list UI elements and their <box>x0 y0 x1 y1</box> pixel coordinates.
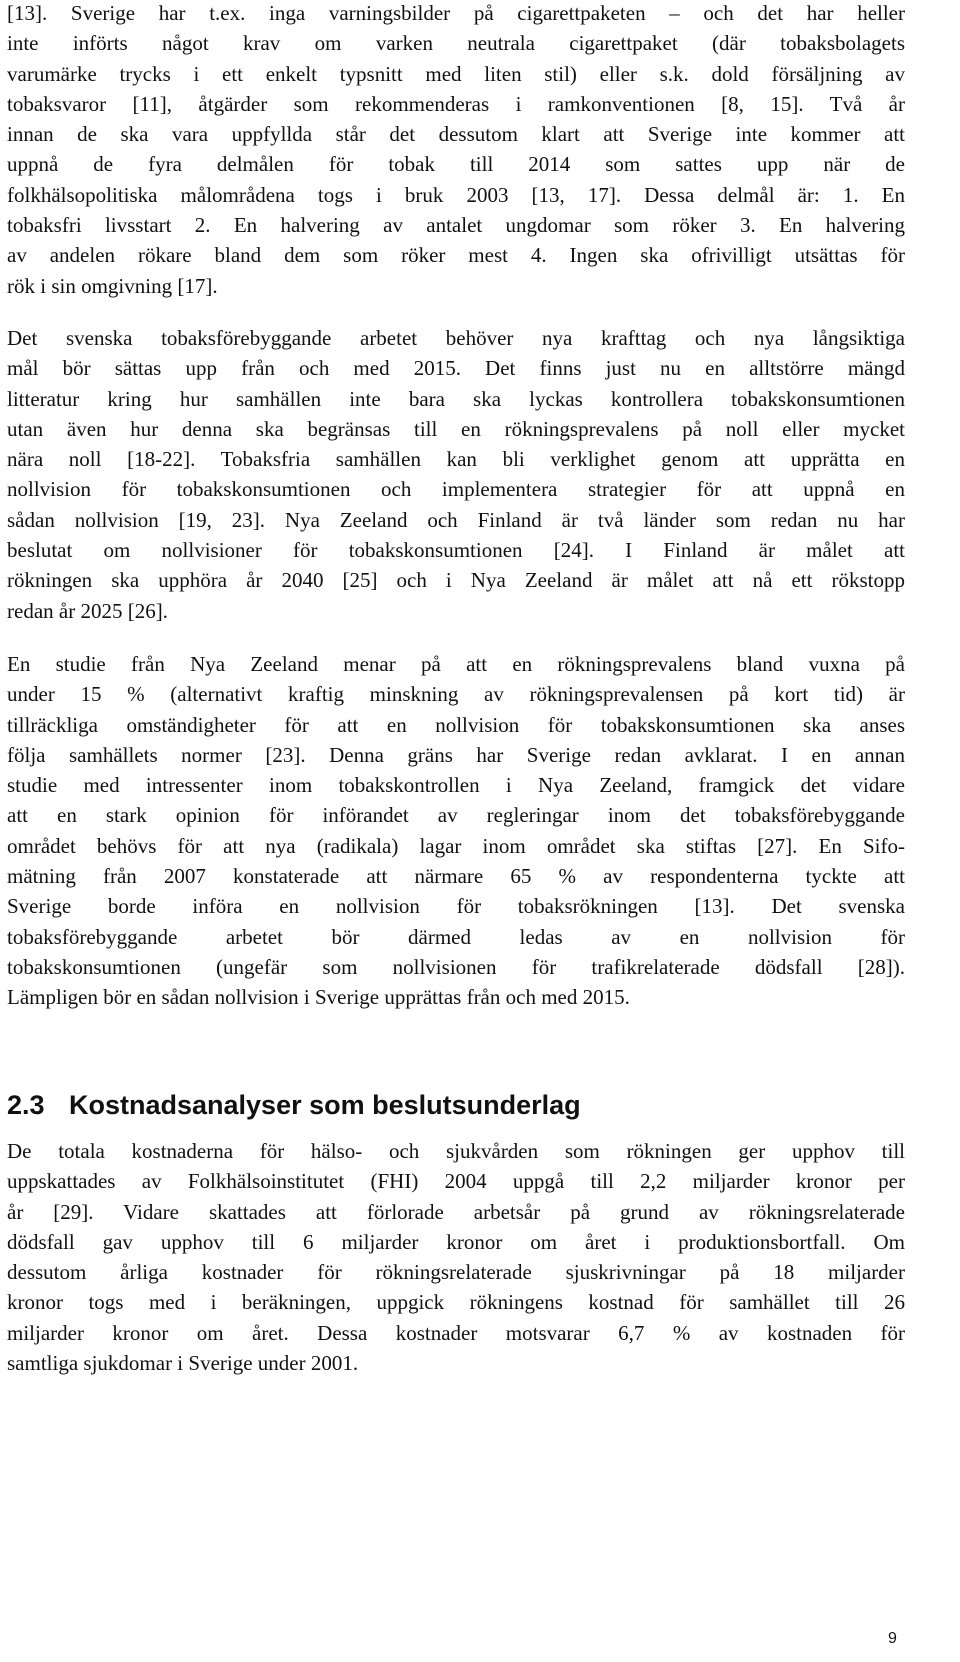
paragraph-line: Lämpligen bör en sådan nollvision i Sverige upprättas från och med 2015. <box>7 985 630 1010</box>
paragraph-line: att en stark opinion för införandet av regleringar inom det tobaksförebyggande <box>7 803 905 828</box>
paragraph-line: innan de ska vara uppfyllda står det dessutom klart att Sverige inte kommer att <box>7 122 905 147</box>
paragraph-line: uppnå de fyra delmålen för tobak till 2014 som sattes upp när de <box>7 152 905 177</box>
paragraph-line: år [29]. Vidare skattades att förlorade arbetsår på grund av rökningsrelaterade <box>7 1199 905 1224</box>
paragraph-line: rökningen ska upphöra år 2040 [25] och i Nya Zeeland är målet att nå ett rökstopp <box>7 568 905 593</box>
section-heading <box>7 1088 581 1122</box>
paragraph-line: nollvision för tobakskonsumtionen och implementera strategier för att uppnå en <box>7 477 905 502</box>
paragraph-line: tobaksförebyggande arbetet bör därmed ledas av en nollvision för <box>7 924 905 949</box>
paragraph-line: [13]. Sverige har t.ex. inga varningsbilder på cigarettpaketen – och det har heller <box>7 1 905 25</box>
paragraph-1 <box>7 0 905 301</box>
paragraph-2 <box>7 323 905 626</box>
paragraph-line: beslutat om nollvisioner för tobakskonsumtionen [24]. I Finland är målet att <box>7 538 905 563</box>
paragraph-line: samtliga sjukdomar i Sverige under 2001. <box>7 1351 359 1376</box>
paragraph-line: studie med intressenter inom tobakskontrollen i Nya Zeeland, framgick det vidare <box>7 773 905 798</box>
paragraph-line: dödsfall gav upphov till 6 miljarder kronor om året i produktionsbortfall. Om <box>7 1229 905 1254</box>
paragraph-line: En studie från Nya Zeeland menar på att en rökningsprevalens bland vuxna på <box>7 652 905 676</box>
paragraph-line: tobaksvaror [11], åtgärder som rekommenderas i ramkonventionen [8, 15]. Två år <box>7 91 905 116</box>
paragraph-line: dessutom årliga kostnader för rökningsrelaterade sjuskrivningar på 18 miljarder <box>7 1260 905 1285</box>
section-number: 2.3 <box>7 1090 45 1120</box>
paragraph-line: folkhälsopolitiska målområdena togs i bruk 2003 [13, 17]. Dessa delmål är: 1. En <box>7 182 905 207</box>
paragraph-3 <box>7 649 905 1013</box>
paragraph-line: mätning från 2007 konstaterade att närmare 65 % av respondenterna tyckte att <box>7 864 905 889</box>
paragraph-line: litteratur kring hur samhällen inte bara ska lyckas kontrollera tobakskonsumtionen <box>7 386 905 411</box>
paragraph-line: De totala kostnaderna för hälso- och sjukvården som rökningen ger upphov till <box>7 1139 905 1163</box>
paragraph-line: tobaksfri livsstart 2. En halvering av antalet ungdomar som röker 3. En halvering <box>7 213 905 238</box>
paragraph-line: Sverige borde införa en nollvision för tobaksrökningen [13]. Det svenska <box>7 894 905 919</box>
paragraph-4 <box>7 1136 905 1378</box>
paragraph-line: miljarder kronor om året. Dessa kostnader motsvarar 6,7 % av kostnaden för <box>7 1320 905 1345</box>
paragraph-line: nära noll [18-22]. Tobaksfria samhällen kan bli verklighet genom att upprätta en <box>7 447 905 472</box>
paragraph-line: under 15 % (alternativt kraftig minskning av rökningsprevalensen på kort tid) är <box>7 682 905 707</box>
paragraph-line: tillräckliga omständigheter för att en nollvision för tobakskonsumtionen ska anses <box>7 712 905 737</box>
paragraph-line: följa samhällets normer [23]. Denna gräns har Sverige redan avklarat. I en annan <box>7 742 905 767</box>
paragraph-line: redan år 2025 [26]. <box>7 598 168 623</box>
paragraph-line: utan även hur denna ska begränsas till en rökningsprevalens på noll eller mycket <box>7 416 905 441</box>
paragraph-line: kronor togs med i beräkningen, uppgick rökningens kostnad för samhället till 26 <box>7 1290 905 1315</box>
paragraph-line: mål bör sättas upp från och med 2015. Det finns just nu en alltstörre mängd <box>7 356 905 381</box>
paragraph-line: inte införts något krav om varken neutrala cigarettpaket (där tobaksbolagets <box>7 31 905 56</box>
paragraph-line: tobakskonsumtionen (ungefär som nollvisionen för trafikrelaterade dödsfall [28]). <box>7 954 905 979</box>
paragraph-line: av andelen rökare bland dem som röker mest 4. Ingen ska ofrivilligt utsättas för <box>7 243 905 268</box>
page-number: 9 <box>888 1630 897 1647</box>
paragraph-line: området behövs för att nya (radikala) lagar inom området ska stiftas [27]. En Sifo- <box>7 833 905 858</box>
paragraph-line: varumärke trycks i ett enkelt typsnitt med liten stil) eller s.k. dold försäljning av <box>7 61 905 86</box>
paragraph-line: Det svenska tobaksförebyggande arbetet behöver nya krafttag och nya långsiktiga <box>7 326 905 350</box>
section-title: Kostnadsanalyser som beslutsunderlag <box>69 1090 581 1120</box>
paragraph-line: rök i sin omgivning [17]. <box>7 273 218 298</box>
paragraph-line: uppskattades av Folkhälsoinstitutet (FHI) 2004 uppgå till 2,2 miljarder kronor per <box>7 1169 905 1194</box>
paragraph-line: sådan nollvision [19, 23]. Nya Zeeland och Finland är två länder som redan nu har <box>7 507 905 532</box>
